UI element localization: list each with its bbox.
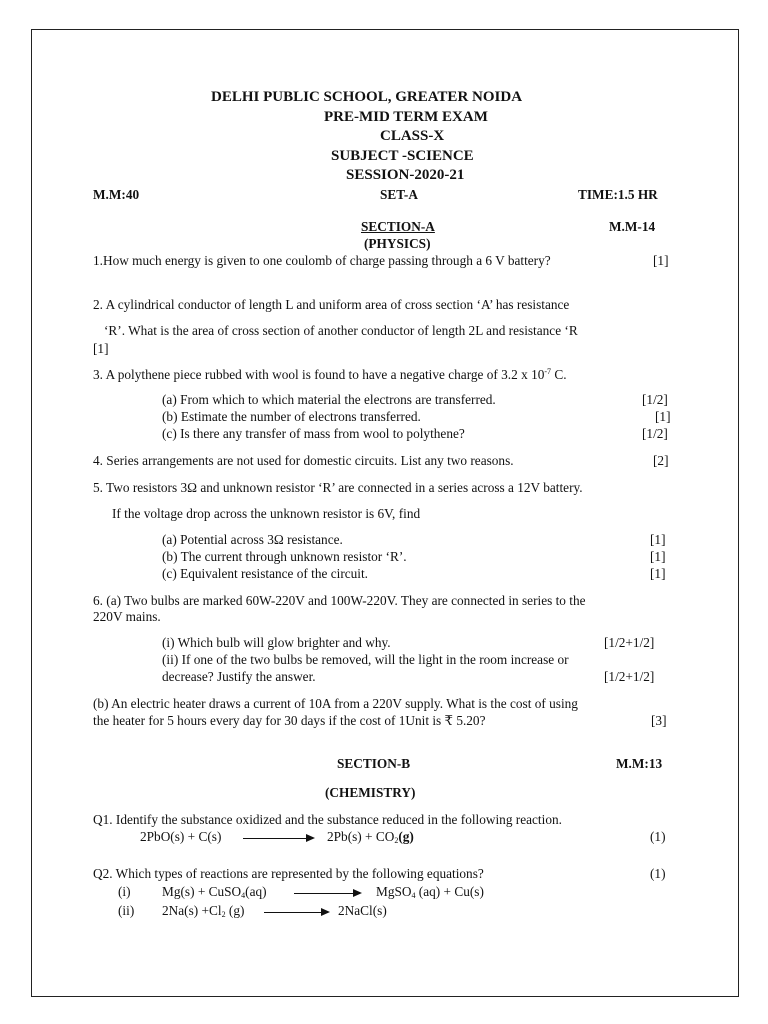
exam-title: PRE-MID TERM EXAM (324, 109, 488, 125)
b-q1-products (327, 830, 414, 845)
q6-part-ii-line1: (ii) If one of the two bulbs be removed, will the light in the room increase or (162, 652, 569, 667)
b-q2-i-reactants-sub: 4 (241, 891, 246, 900)
b-q1-marks: (1) (650, 829, 666, 844)
q2-line1: 2. A cylindrical conductor of length L and uniform area of cross section ‘A’ has resistance (93, 297, 570, 312)
b-q1-reactants: 2PbO(s) + C(s) (140, 829, 222, 844)
q3-stem-text: 3. A polythene piece rubbed with wool is found to have a negative charge of 3.2 x 10 (93, 367, 545, 382)
section-a-marks: M.M-14 (609, 219, 656, 234)
b-q1-products-state: (g) (398, 829, 414, 844)
q1-text: 1.How much energy is given to one coulomb of charge passing through a 6 V battery? (93, 253, 551, 268)
q6-part-i-marks: [1/2+1/2] (604, 635, 655, 650)
q5-line2: If the voltage drop across the unknown resistor is 6V, find (112, 506, 421, 521)
q6-part-b-line2: the heater for 5 hours every day for 30 days if the cost of 1Unit is ₹ 5.20? (93, 713, 486, 728)
q3-part-b-marks: [1] (655, 409, 671, 424)
b-q1-text: Q1. Identify the substance oxidized and the substance reduced in the following reaction. (93, 812, 562, 827)
section-b-marks: M.M:13 (616, 756, 663, 771)
q2-line2: ‘R’. What is the area of cross section of another conductor of length 2L and resistance ‘R (104, 323, 578, 338)
q3-part-c: (c) Is there any transfer of mass from wool to polythene? (162, 426, 465, 441)
q6-part-b-line1: (b) An electric heater draws a current of 10A from a 220V supply. What is the cost of using (93, 696, 578, 711)
section-b-title: SECTION-B (337, 756, 411, 771)
q3-part-a: (a) From which to which material the electrons are transferred. (162, 392, 496, 407)
q1-marks: [1] (653, 253, 669, 268)
q6-part-ii-marks: [1/2+1/2] (604, 669, 655, 684)
b-q2-ii-reactants (162, 904, 244, 919)
b-q2-marks: (1) (650, 866, 666, 881)
class-label: CLASS-X (380, 128, 445, 144)
q5-part-c-marks: [1] (650, 566, 666, 581)
q6-part-b-marks: [3] (651, 713, 667, 728)
q6-part-ii-line2: decrease? Justify the answer. (162, 669, 316, 684)
b-q2-i-reactants (162, 885, 267, 900)
session-label: SESSION-2020-21 (346, 167, 465, 183)
q6-part-i: (i) Which bulb will glow brighter and why. (162, 635, 391, 650)
b-q2-i-reactants-state: (aq) (245, 884, 267, 899)
section-a-title: SECTION-A (361, 219, 435, 234)
b-q2-text: Q2. Which types of reactions are represented by the following equations? (93, 866, 484, 881)
b-q2-i-products-sub: 4 (411, 891, 416, 900)
b-q2-i-label: (i) (118, 884, 131, 899)
b-q2-i-products (376, 885, 484, 900)
section-b-subject: (CHEMISTRY) (325, 785, 416, 800)
subject-label: SUBJECT -SCIENCE (331, 148, 474, 164)
b-q2-ii-reactants-sub: 2 (221, 910, 226, 919)
set-label: SET-A (380, 187, 418, 202)
q6-line2: 220V mains. (93, 609, 161, 624)
q2-marks: [1] (93, 341, 109, 356)
reaction-arrow-icon (264, 912, 328, 913)
b-q2-ii-products: 2NaCl(s) (338, 903, 387, 918)
q3-part-a-marks: [1/2] (642, 392, 668, 407)
b-q2-i-reactants-text: Mg(s) + CuSO (162, 884, 242, 899)
q5-part-b-marks: [1] (650, 549, 666, 564)
reaction-arrow-icon (243, 838, 313, 839)
q3-part-b: (b) Estimate the number of electrons transferred. (162, 409, 421, 424)
reaction-arrow-icon (294, 893, 360, 894)
b-q1-products-text: 2Pb(s) + CO (327, 829, 395, 844)
b-q2-ii-label: (ii) (118, 903, 135, 918)
q4-text: 4. Series arrangements are not used for domestic circuits. List any two reasons. (93, 453, 514, 468)
b-q2-ii-reactants-state: (g) (225, 903, 245, 918)
q5-part-a: (a) Potential across 3Ω resistance. (162, 532, 343, 547)
q5-part-c: (c) Equivalent resistance of the circuit. (162, 566, 369, 581)
q5-part-a-marks: [1] (650, 532, 666, 547)
q3-stem (93, 368, 567, 383)
time-label: TIME:1.5 HR (578, 187, 658, 202)
q6-line1: 6. (a) Two bulbs are marked 60W-220V and 100W-220V. They are connected in series to the (93, 593, 586, 608)
b-q2-ii-reactants-text: 2Na(s) +Cl (162, 903, 222, 918)
b-q1-products-sub: 2 (394, 836, 399, 845)
q3-stem-unit: C. (551, 367, 567, 382)
max-marks: M.M:40 (93, 187, 140, 202)
q3-part-c-marks: [1/2] (642, 426, 668, 441)
q3-exponent: -7 (544, 367, 552, 376)
school-name: DELHI PUBLIC SCHOOL, GREATER NOIDA (211, 89, 523, 105)
q4-marks: [2] (653, 453, 669, 468)
b-q2-i-products-state: (aq) + Cu(s) (415, 884, 484, 899)
section-a-subject: (PHYSICS) (364, 236, 431, 251)
q5-part-b: (b) The current through unknown resistor ‘R’. (162, 549, 407, 564)
q5-line1: 5. Two resistors 3Ω and unknown resistor ‘R’ are connected in a series across a 12V battery. (93, 480, 583, 495)
b-q2-i-products-text: MgSO (376, 884, 412, 899)
